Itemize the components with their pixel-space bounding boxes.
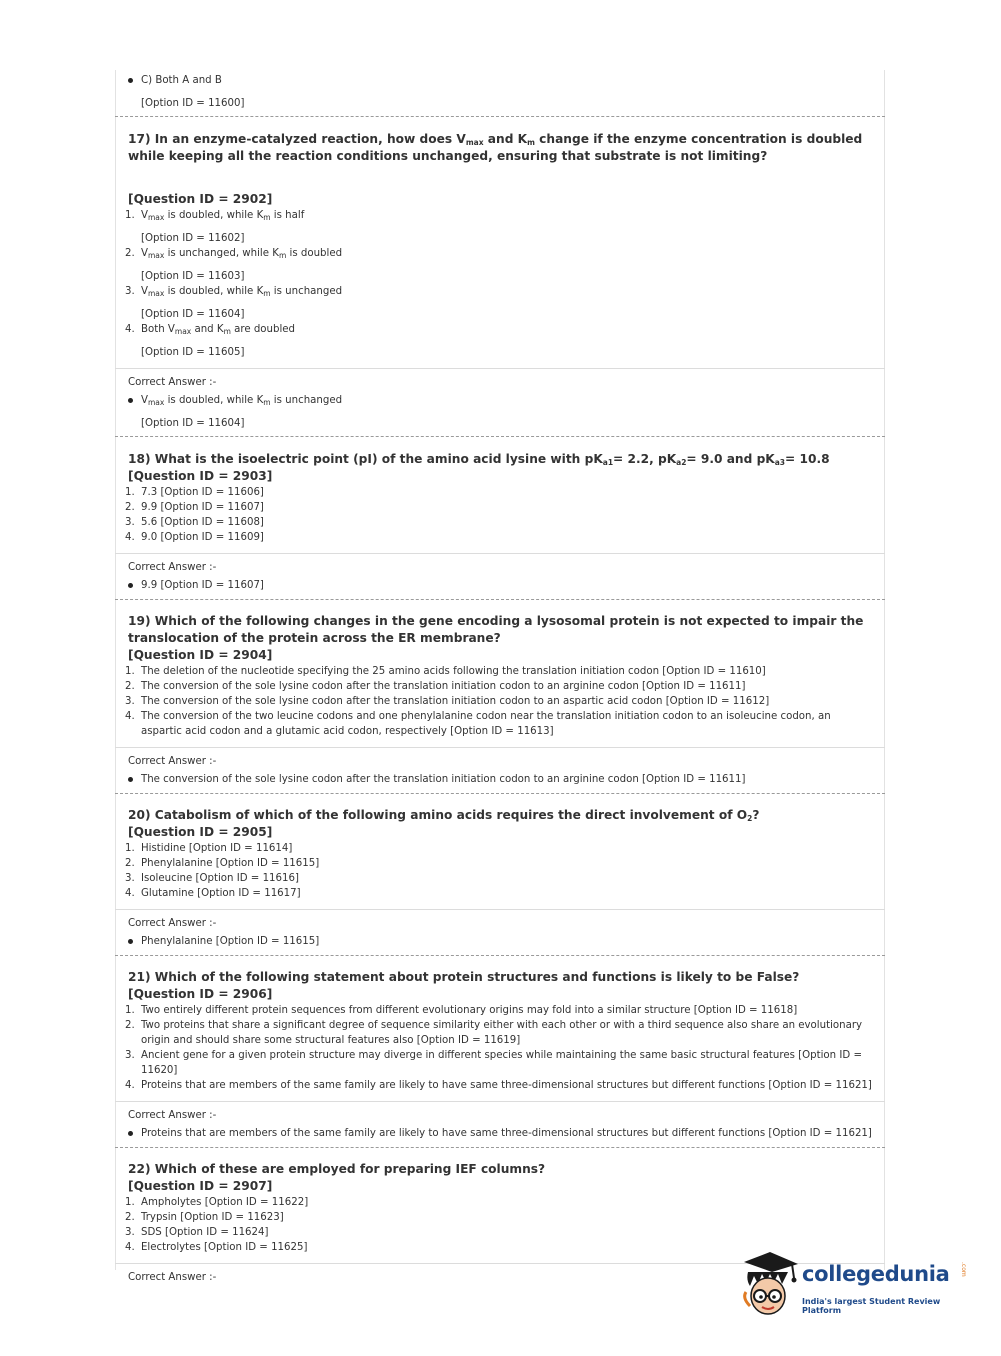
q20-option	[115, 856, 885, 871]
option-number: 2.	[125, 502, 135, 513]
option-number: 4.	[125, 324, 135, 335]
option-number: 4.	[125, 888, 135, 899]
option-text: and K	[191, 324, 224, 335]
option-text: is doubled	[286, 248, 343, 259]
q17-answer: $V_{max}$ is doubled, while $K_m$ is unchanged	[115, 393, 885, 408]
option-text: Glutamine [Option ID = 11617]	[141, 888, 301, 899]
option-text: 9.0 [Option ID = 11609]	[141, 532, 264, 543]
q22-question-id: [Question ID = 2907]	[128, 1179, 273, 1193]
q22-option	[115, 1210, 885, 1225]
q21-correct-label: Correct Answer :-	[128, 1110, 217, 1121]
q17-answer-option-id: [Option ID = 11604]	[141, 418, 245, 429]
q16-answer-section	[115, 70, 885, 111]
option-number: 3.	[125, 696, 135, 707]
q19-title: 19) Which of the following changes in the gene encoding a lysosomal protein is not expected to impair the translocation of the protein across the ER membrane?	[128, 614, 864, 645]
option-number: 1.	[125, 843, 135, 854]
q19-answer: The conversion of the sole lysine codon after the translation initiation codon to an arginine codon [Option ID = 11611]	[115, 772, 885, 787]
q18-options	[115, 485, 885, 545]
option-text: V	[141, 210, 148, 221]
q18-correct-label: Correct Answer :-	[128, 562, 217, 573]
q22-option	[115, 1225, 885, 1240]
q16-answer-option-id: [Option ID = 11600]	[141, 98, 245, 109]
q21-option	[115, 1003, 885, 1018]
q17-option-id: [Option ID = 11603]	[141, 271, 245, 282]
option-text: V	[141, 286, 148, 297]
option-number: 2.	[125, 1212, 135, 1223]
option-number: 1.	[125, 1005, 135, 1016]
option-text: The conversion of the two leucine codons and one phenylalanine codon near the translation initiation codon to an isoleucine codon, an aspartic acid codon and a glutamic acid codon, respectively [Option ID = 11613]	[141, 711, 831, 737]
q22-options	[115, 1195, 885, 1255]
q17-correct-section	[115, 368, 885, 431]
option-number: 1.	[125, 1197, 135, 1208]
q17-option-id: [Option ID = 11602]	[141, 233, 245, 244]
option-number: 4.	[125, 1080, 135, 1091]
option-text: Phenylalanine [Option ID = 11615]	[141, 858, 320, 869]
q18-option	[115, 500, 885, 515]
q17-option	[115, 322, 885, 337]
q21-question-id: [Question ID = 2906]	[128, 987, 273, 1001]
option-text: Trypsin [Option ID = 11623]	[141, 1212, 284, 1223]
option-text: Electrolytes [Option ID = 11625]	[141, 1242, 308, 1253]
q18-question-id: [Question ID = 2903]	[128, 469, 273, 483]
q22-section	[115, 1147, 885, 1255]
q19-correct-label: Correct Answer :-	[128, 756, 217, 767]
q17-title: 17) In an enzyme-catalyzed reaction, how does $V_{max}$ and $K_m$ change if the enzyme concentration is doubled while keeping all the reaction conditions unchanged, ensuring that substrate is not limiting?	[128, 132, 863, 163]
option-text: The conversion of the sole lysine codon after the translation initiation codon to an aspartic acid codon [Option ID = 11612]	[141, 696, 770, 707]
q19-option	[115, 679, 885, 694]
logo-tagline: India's largest Student Review Platform	[802, 1297, 941, 1315]
q20-answer: Phenylalanine [Option ID = 11615]	[115, 934, 885, 949]
option-text: Isoleucine [Option ID = 11616]	[141, 873, 299, 884]
question-paper	[115, 70, 885, 1285]
q20-options	[115, 841, 885, 901]
option-text: Two entirely different protein sequences from different evolutionary origins may fold into a similar structure [Option ID = 11618]	[141, 1005, 798, 1016]
q18-answer: 9.9 [Option ID = 11607]	[115, 578, 885, 593]
option-text: is doubled, while K	[164, 210, 264, 221]
q18-correct-section	[115, 553, 885, 593]
option-number: 3.	[125, 517, 135, 528]
option-text: 9.9 [Option ID = 11607]	[141, 502, 264, 513]
q17-correct-label: Correct Answer :-	[128, 377, 217, 388]
q21-section	[115, 955, 885, 1093]
option-subscript: m	[223, 327, 231, 336]
q18-section	[115, 436, 885, 545]
option-number: 3.	[125, 1227, 135, 1238]
option-text: is half	[270, 210, 305, 221]
option-text: The conversion of the sole lysine codon after the translation initiation codon to an arginine codon [Option ID = 11611]	[141, 681, 746, 692]
option-text: is unchanged, while K	[164, 248, 279, 259]
q16-answer: C) Both A and B	[115, 73, 885, 88]
q19-option	[115, 709, 885, 739]
option-subscript: m	[278, 251, 287, 260]
option-number: 4.	[125, 711, 135, 722]
q20-option	[115, 841, 885, 856]
q20-option	[115, 871, 885, 886]
q17-options	[115, 208, 885, 360]
option-text: is unchanged	[270, 286, 343, 297]
option-subscript: m	[263, 213, 271, 222]
option-text: are doubled	[230, 324, 296, 335]
q18-option	[115, 485, 885, 500]
option-text: Proteins that are members of the same family are likely to have same three-dimensional structures but different functions [Option ID = 11621]	[141, 1080, 872, 1091]
q17-option	[115, 246, 885, 261]
option-number: 3.	[125, 1050, 135, 1061]
q20-correct-label: Correct Answer :-	[128, 918, 217, 929]
q21-title: 21) Which of the following statement about protein structures and functions is likely to be False?	[128, 970, 800, 984]
option-subscript: max	[174, 327, 192, 336]
option-number: 2.	[125, 681, 135, 692]
q20-correct-section	[115, 909, 885, 949]
q19-option	[115, 694, 885, 709]
option-number: 2.	[125, 248, 135, 259]
q17-option	[115, 284, 885, 299]
q20-question-id: [Question ID = 2905]	[128, 825, 273, 839]
q17-option-id: [Option ID = 11605]	[141, 347, 245, 358]
option-text: Ampholytes [Option ID = 11622]	[141, 1197, 309, 1208]
logo-wordmark: collegedunia	[802, 1262, 950, 1286]
q21-answer: Proteins that are members of the same family are likely to have same three-dimensional structures but different functions [Option ID = 11621]	[115, 1126, 885, 1141]
option-text: is doubled, while K	[164, 286, 264, 297]
q20-section	[115, 793, 885, 901]
q21-options	[115, 1003, 885, 1093]
q20-option	[115, 886, 885, 901]
q21-option	[115, 1078, 885, 1093]
option-subscript: max	[147, 213, 165, 222]
option-number: 1.	[125, 210, 135, 221]
option-number: 3.	[125, 873, 135, 884]
q22-option	[115, 1195, 885, 1210]
collegedunia-logo	[740, 1250, 970, 1320]
option-text: Both V	[141, 324, 175, 335]
q17-section	[115, 116, 885, 360]
option-text: SDS [Option ID = 11624]	[141, 1227, 269, 1238]
q17-option	[115, 208, 885, 223]
q19-correct-section	[115, 747, 885, 787]
q17-option-id: [Option ID = 11604]	[141, 309, 245, 320]
q18-title: 18) What is the isoelectric point (pI) of the amino acid lysine with $pK_{a1}= 2.2$, $pK_{a2}= 9.0$ and $pK_{a3}= 10.8$	[128, 452, 830, 467]
mascot-icon	[740, 1250, 802, 1320]
option-text: Histidine [Option ID = 11614]	[141, 843, 293, 854]
q22-correct-label: Correct Answer :-	[128, 1272, 217, 1283]
option-text: Two proteins that share a significant degree of sequence similarity either with each other or with a third sequence also share an evolutionary origin and should share some structural features also [Option ID = 11619]	[141, 1020, 863, 1046]
q19-option	[115, 664, 885, 679]
q21-option	[115, 1018, 885, 1048]
q21-option	[115, 1048, 885, 1078]
q18-option	[115, 515, 885, 530]
q19-section	[115, 599, 885, 739]
option-text: The deletion of the nucleotide specifying the 25 amino acids following the translation initiation codon [Option ID = 11610]	[141, 666, 766, 677]
option-text: 5.6 [Option ID = 11608]	[141, 517, 264, 528]
option-subscript: max	[147, 251, 165, 260]
option-number: 3.	[125, 286, 135, 297]
q18-option	[115, 530, 885, 545]
option-number: 1.	[125, 487, 135, 498]
option-number: 2.	[125, 1020, 135, 1031]
q20-title: 20) Catabolism of which of the following amino acids requires the direct involvement of $O_2$?	[128, 808, 760, 823]
option-number: 1.	[125, 666, 135, 677]
option-number: 4.	[125, 1242, 135, 1253]
q19-question-id: [Question ID = 2904]	[128, 648, 273, 662]
option-subscript: m	[263, 289, 271, 298]
option-number: 4.	[125, 532, 135, 543]
option-text: 7.3 [Option ID = 11606]	[141, 487, 264, 498]
option-text: V	[141, 248, 148, 259]
option-text: Ancient gene for a given protein structure may diverge in different species while maintaining the same basic structural features [Option ID = 11620]	[141, 1050, 862, 1076]
logo-dotcom: .com	[960, 1262, 967, 1277]
q17-question-id: [Question ID = 2902]	[128, 192, 273, 206]
option-number: 2.	[125, 858, 135, 869]
q21-correct-section	[115, 1101, 885, 1141]
q22-title: 22) Which of these are employed for preparing IEF columns?	[128, 1162, 546, 1176]
q19-options	[115, 664, 885, 739]
option-subscript: max	[147, 289, 165, 298]
